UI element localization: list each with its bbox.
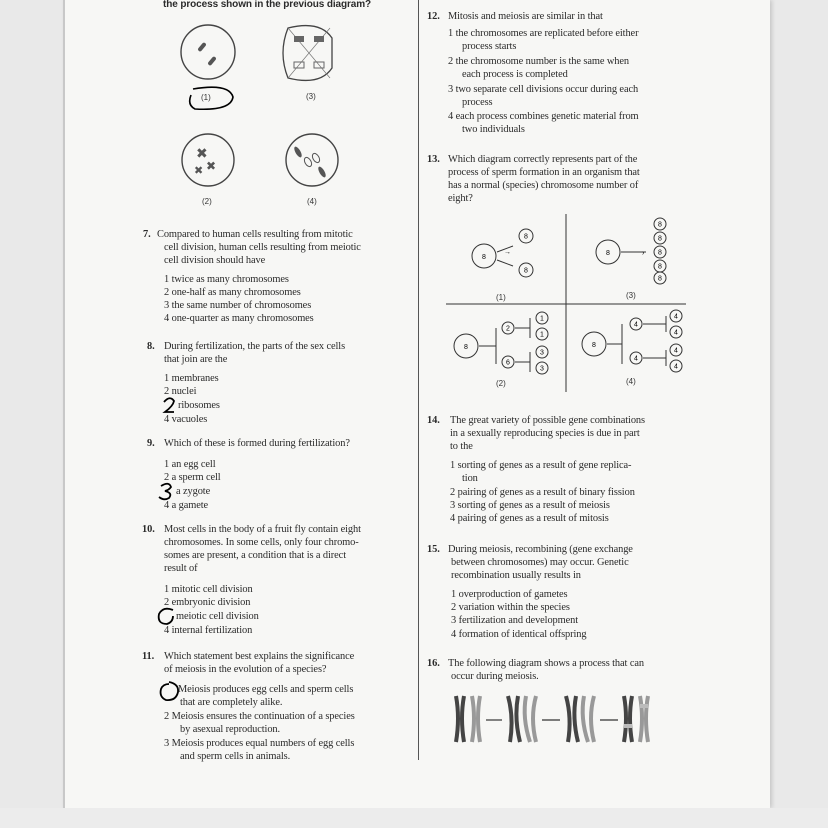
q15-number: 15. (427, 544, 440, 555)
q15-option-1[interactable]: 1 overproduction of gametes (451, 589, 568, 600)
q8-number: 8. (147, 341, 155, 352)
q13-p3-child-3: 8 (658, 249, 662, 257)
q13-p3-child-2: 8 (658, 235, 662, 243)
q14-option-1-line-1[interactable]: 1 sorting of genes as a result of gene replica- (450, 460, 632, 471)
chromosome-pair-3 (566, 696, 594, 742)
q13-p4-child-4: 4 (674, 363, 678, 371)
svg-text:✖: ✖ (206, 159, 217, 173)
q11-number: 11. (142, 651, 155, 662)
q12-option-4-line-2[interactable]: two individuals (462, 124, 525, 135)
q7-stem-line-1: Compared to human cells resulting from mitotic (157, 229, 353, 240)
q12-option-3-line-2[interactable]: process (462, 97, 493, 108)
q13-label-2: (2) (496, 379, 506, 388)
chromosome-pair-2 (508, 696, 536, 742)
q11-option-3-line-2[interactable]: and sperm cells in animals. (180, 751, 291, 762)
q10-stem-line-4: result of (164, 563, 198, 574)
q11-stem-line-1: Which statement best explains the significance (164, 651, 355, 662)
q7-option-4[interactable]: 4 one-quarter as many chromosomes (164, 313, 314, 324)
q13-p2-mid-2: 6 (506, 359, 510, 367)
q13-p2-child-4: 3 (540, 365, 544, 373)
q6-label-3: (3) (306, 92, 316, 101)
q7-option-2[interactable]: 2 one-half as many chromosomes (164, 287, 301, 298)
svg-text:✖: ✖ (196, 145, 208, 161)
q13-p1-parent-number: 8 (482, 254, 486, 261)
q14-option-4[interactable]: 4 pairing of genes as a result of mitosis (450, 513, 609, 524)
q8-stem-line-1: During fertilization, the parts of the sex cells (164, 341, 346, 352)
q8-option-1[interactable]: 1 membranes (164, 373, 219, 384)
q12-option-2-line-1[interactable]: 2 the chromosome number is the same when (448, 56, 629, 67)
q6-cell-1 (181, 25, 235, 79)
q11-option-1-line-1[interactable]: Meiosis produces egg cells and sperm cells (178, 684, 354, 695)
q7-stem-line-2: cell division, human cells resulting from meiotic (164, 242, 361, 253)
q6-label-4: (4) (307, 197, 317, 206)
q10-stem-line-1: Most cells in the body of a fruit fly contain eight (164, 524, 361, 535)
chromosome-pair-1 (456, 696, 480, 742)
q13-p4-child-1: 4 (674, 313, 678, 321)
q16-number: 16. (427, 658, 440, 669)
handwritten-answer-mark (157, 680, 181, 704)
q15-option-3[interactable]: 3 fertilization and development (451, 615, 579, 626)
q15-stem-line-3: recombination usually results in (451, 570, 581, 581)
q6-cell-4 (286, 134, 338, 186)
q10-option-3[interactable]: meiotic cell division (176, 611, 259, 622)
q15-option-2[interactable]: 2 variation within the species (451, 602, 570, 613)
q11-option-3-line-1[interactable]: 3 Meiosis produces equal numbers of egg cells (164, 738, 355, 749)
q7-stem-line-3: cell division should have (164, 255, 266, 266)
q16-crossing-over-diagram (450, 692, 690, 748)
q10-stem-line-2: chromosomes. In some cells, only four chromo- (164, 537, 359, 548)
q14-option-3[interactable]: 3 sorting of genes as a result of meiosis (450, 500, 610, 511)
q13-label-1: (1) (496, 293, 506, 302)
q13-panel-3 (596, 218, 666, 284)
q10-stem-line-3: somes are present, a condition that is a direct (164, 550, 346, 561)
q16-stem-line-2: occur during meiosis. (451, 671, 539, 682)
q13-stem-line-3: has a normal (species) chromosome number of (448, 180, 639, 191)
q13-panel-2 (454, 312, 548, 374)
q11-option-2-line-1[interactable]: 2 Meiosis ensures the continuation of a species (164, 711, 355, 722)
q12-option-1-line-2[interactable]: process starts (462, 41, 517, 52)
q13-p1-child-2: 8 (524, 267, 528, 275)
q13-stem-line-2: process of sperm formation in an organism that (448, 167, 640, 178)
q13-stem-line-4: eight? (448, 193, 473, 204)
q15-stem-line-2: between chromosomes) may occur. Genetic (451, 557, 629, 568)
q8-option-3[interactable]: ribosomes (178, 400, 220, 411)
q12-option-1-line-1[interactable]: 1 the chromosomes are replicated before either (448, 28, 639, 39)
q8-stem-line-2: that join are the (164, 354, 228, 365)
q13-label-4: (4) (626, 377, 636, 386)
chromosome-pair-4 (624, 696, 648, 742)
q13-p4-mid-2: 4 (634, 355, 638, 363)
q6-cell-diagrams (170, 18, 350, 218)
q7-option-1[interactable]: 1 twice as many chromosomes (164, 274, 289, 285)
q14-stem-line-2: in a sexually reproducing species is due in part (450, 428, 640, 439)
q8-option-4[interactable]: 4 vacuoles (164, 414, 208, 425)
column-divider (418, 0, 419, 760)
q13-p4-parent-number: 8 (592, 342, 596, 349)
q12-stem-line-1: Mitosis and meiosis are similar in that (448, 11, 603, 22)
q9-option-4[interactable]: 4 a gamete (164, 500, 209, 511)
q7-option-3[interactable]: 3 the same number of chromosomes (164, 300, 312, 311)
q15-option-4[interactable]: 4 formation of identical offspring (451, 629, 587, 640)
q12-number: 12. (427, 11, 440, 22)
q6-cell-3 (283, 26, 332, 81)
q6-label-2: (2) (202, 197, 212, 206)
q13-label-3: (3) (626, 291, 636, 300)
q11-option-2-line-2[interactable]: by asexual reproduction. (180, 724, 281, 735)
q8-option-2[interactable]: 2 nuclei (164, 386, 197, 397)
q13-p2-child-2: 1 (540, 331, 544, 339)
q13-stem-line-1: Which diagram correctly represents part of the (448, 154, 638, 165)
q12-option-2-line-2[interactable]: each process is completed (462, 69, 568, 80)
bottom-strip (0, 808, 828, 828)
q13-p4-child-3: 4 (674, 347, 678, 355)
q13-p2-child-3: 3 (540, 349, 544, 357)
svg-text:→: → (504, 249, 511, 256)
q13-p2-mid-1: 2 (506, 325, 510, 333)
q13-number: 13. (427, 154, 440, 165)
q14-number: 14. (427, 415, 440, 426)
q14-option-1-line-2[interactable]: tion (462, 473, 478, 484)
q14-stem-line-3: to the (450, 441, 473, 452)
handwritten-circle-mark (185, 83, 237, 113)
q9-stem-line-1: Which of these is formed during fertilization? (164, 438, 350, 449)
q6-label-1: (1) (201, 93, 211, 102)
q13-p3-child-4: 8 (658, 263, 662, 271)
q16-stem-line-1: The following diagram shows a process that can (448, 658, 644, 669)
q13-p4-mid-1: 4 (634, 321, 638, 329)
q13-p2-parent-number: 8 (464, 344, 468, 351)
q12-option-4-line-1[interactable]: 4 each process combines genetic material from (448, 111, 639, 122)
handwritten-answer-mark (157, 481, 179, 503)
q10-option-1[interactable]: 1 mitotic cell division (164, 584, 253, 595)
q11-stem-line-2: of meiosis in the evolution of a species? (164, 664, 327, 675)
q13-p4-child-2: 4 (674, 329, 678, 337)
q12-option-3-line-1[interactable]: 3 two separate cell divisions occur during each (448, 84, 639, 95)
q9-number: 9. (147, 438, 155, 449)
q13-p3-child-1: 8 (658, 221, 662, 229)
q13-p2-child-1: 1 (540, 315, 544, 323)
q10-option-4[interactable]: 4 internal fertilization (164, 625, 253, 636)
svg-text:›: › (642, 250, 645, 257)
q15-stem-line-1: During meiosis, recombining (gene exchange (448, 544, 633, 555)
svg-text:✖: ✖ (194, 165, 204, 177)
q10-number: 10. (142, 524, 155, 535)
q9-option-3[interactable]: a zygote (176, 486, 211, 497)
q14-option-2[interactable]: 2 pairing of genes as a result of binary fission (450, 487, 635, 498)
q13-panel-4 (582, 310, 682, 372)
q6-cell-2 (182, 134, 234, 186)
handwritten-answer-mark (160, 396, 180, 418)
q9-option-1[interactable]: 1 an egg cell (164, 459, 216, 470)
q13-p3-parent-number: 8 (606, 250, 610, 257)
handwritten-answer-mark (155, 606, 177, 628)
q14-stem-line-1: The great variety of possible gene combinations (450, 415, 645, 426)
q13-p1-child-1: 8 (524, 233, 528, 241)
q11-option-1-line-2[interactable]: that are completely alike. (180, 697, 283, 708)
q7-number: 7. (143, 229, 151, 240)
top-fragment: the process shown in the previous diagram? (163, 0, 372, 10)
q10-option-2[interactable]: 2 embryonic division (164, 597, 251, 608)
q13-panel-1 (472, 229, 533, 277)
svg-text:8: 8 (658, 275, 662, 283)
q13-sperm-formation-diagram (446, 214, 686, 394)
q9-option-2[interactable]: 2 a sperm cell (164, 472, 221, 483)
